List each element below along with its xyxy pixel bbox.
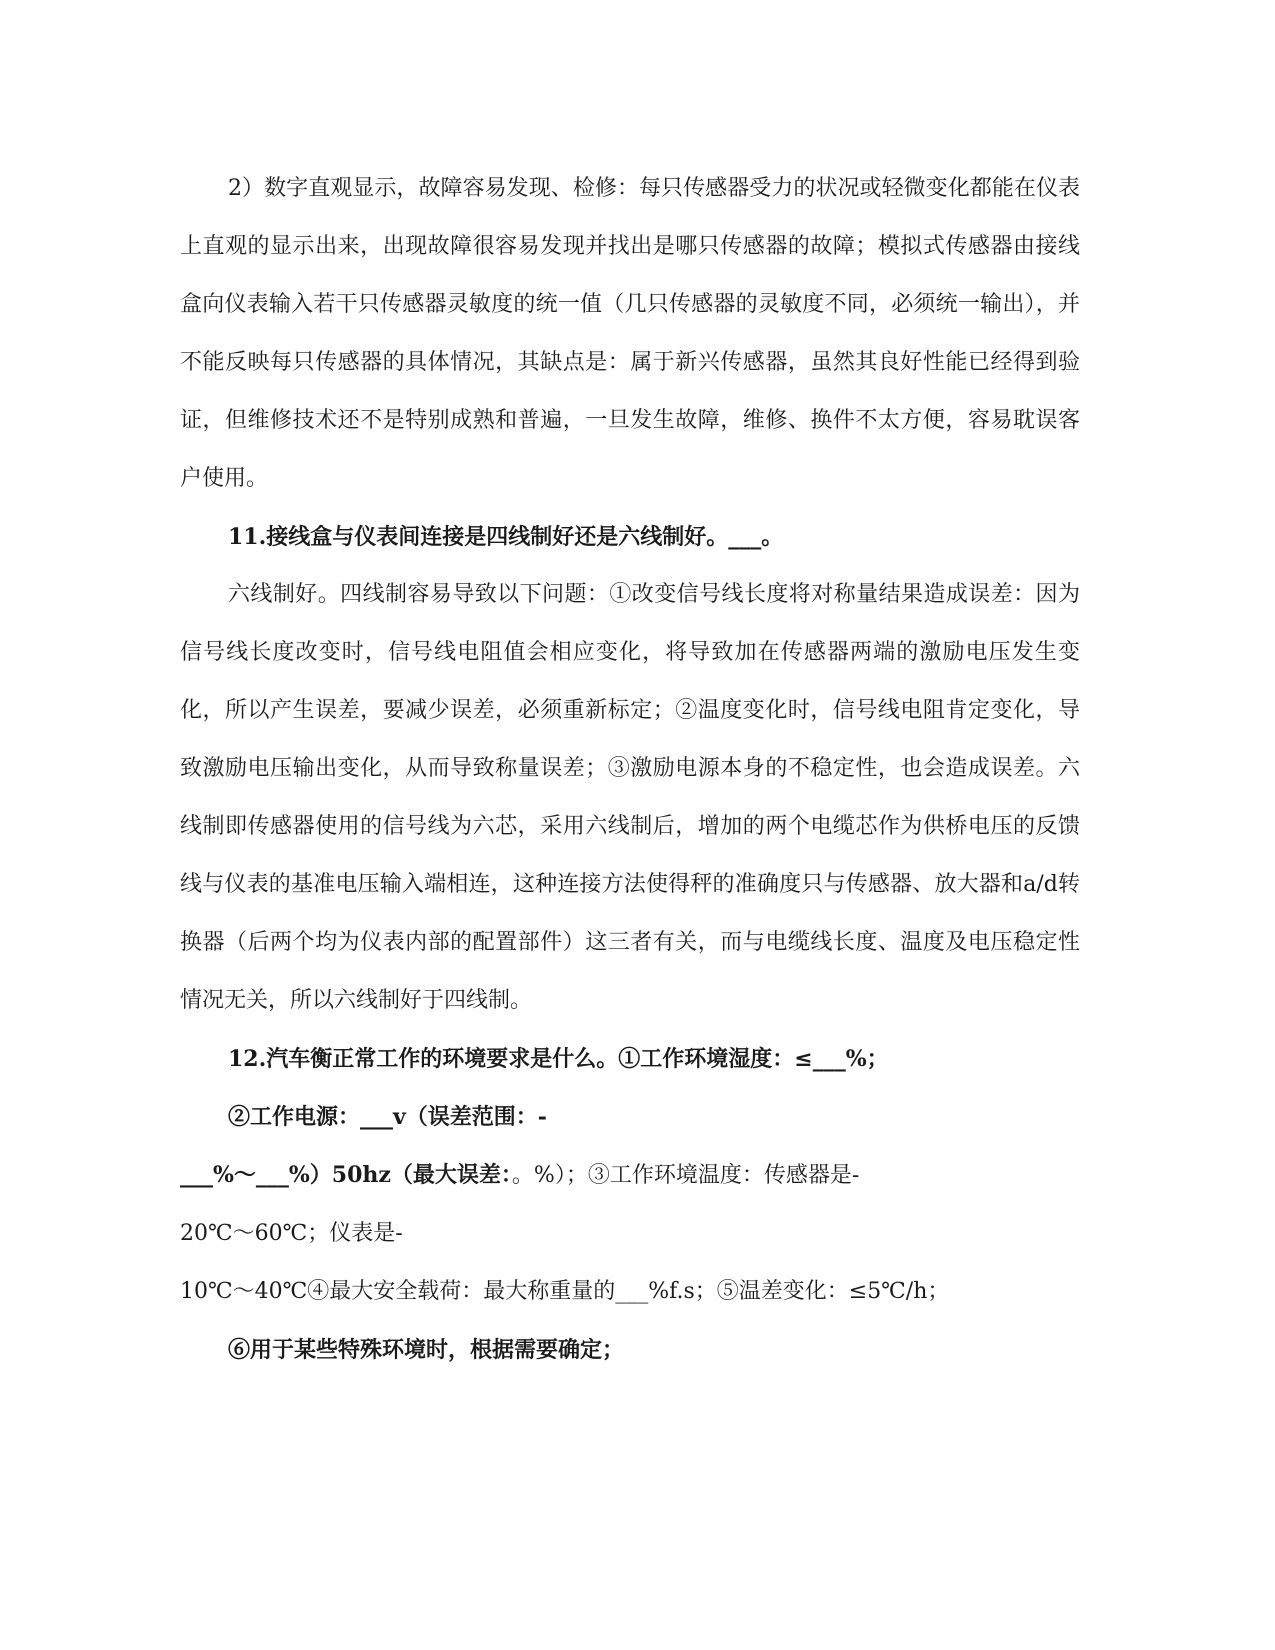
question-12-special-env-line: ⑥用于某些特殊环境时，根据需要确定； bbox=[228, 1337, 625, 1363]
question-12-meter-temp-line: 10℃～40℃④最大安全载荷：最大称重量的___%f.s；⑤温差变化：≤5℃/h； bbox=[180, 1279, 950, 1304]
paragraph-digital-display: 2）数字直观显示，故障容易发现、检修：每只传感器受力的状况或轻微变化都能在仪表上直观的显示出来，出现故障很容易发现并找出是哪只传感器的故障；模拟式传感器由接线盒向仪表输入若干只传感器灵敏度的统一值（几只传感器的灵敏度不同，必须统一输出），并不能反映每只传感器的具体情况，其缺点是：属于新兴传感器，虽然其良好性能已经得到验证，但维修技术还不是特别成熟和普遍，一旦发生故障，维修、换件不太方便，容易耽误客户使用。 bbox=[180, 176, 1080, 491]
temperature-line-text: 。%）；③工作环境温度：传感器是- bbox=[511, 1163, 860, 1188]
question-12-heading: 12.汽车衡正常工作的环境要求是什么。①工作环境湿度：≤___%； bbox=[228, 1046, 889, 1072]
question-12-error-line bbox=[180, 1146, 1080, 1205]
document-page bbox=[180, 160, 1080, 1379]
error-range-bold: ___%～___%）50hz（最大误差： bbox=[180, 1162, 512, 1188]
question-11-heading: 11.接线盒与仪表间连接是四线制好还是六线制好。___。 bbox=[228, 524, 784, 550]
question-12-power-line: ②工作电源：___v（误差范围：- bbox=[228, 1104, 547, 1130]
question-12-sensor-temp-line: 20℃～60℃；仪表是- bbox=[180, 1221, 403, 1246]
answer-11-paragraph: 六线制好。四线制容易导致以下问题：①改变信号线长度将对称量结果造成误差：因为信号线长度改变时，信号线电阻值会相应变化，将导致加在传感器两端的激励电压发生变化，所以产生误差，要减少误差，必须重新标定；②温度变化时，信号线电阻肯定变化，导致激励电压输出变化，从而导致称量误差；③激励电源本身的不稳定性，也会造成误差。六线制即传感器使用的信号线为六芯，采用六线制后，增加的两个电缆芯作为供桥电压的反馈线与仪表的基准电压输入端相连，这种连接方法使得秤的准确度只与传感器、放大器和a/d转换器（后两个均为仪表内部的配置部件）这三者有关，而与电缆线长度、温度及电压稳定性情况无关，所以六线制好于四线制。 bbox=[180, 582, 1080, 1013]
